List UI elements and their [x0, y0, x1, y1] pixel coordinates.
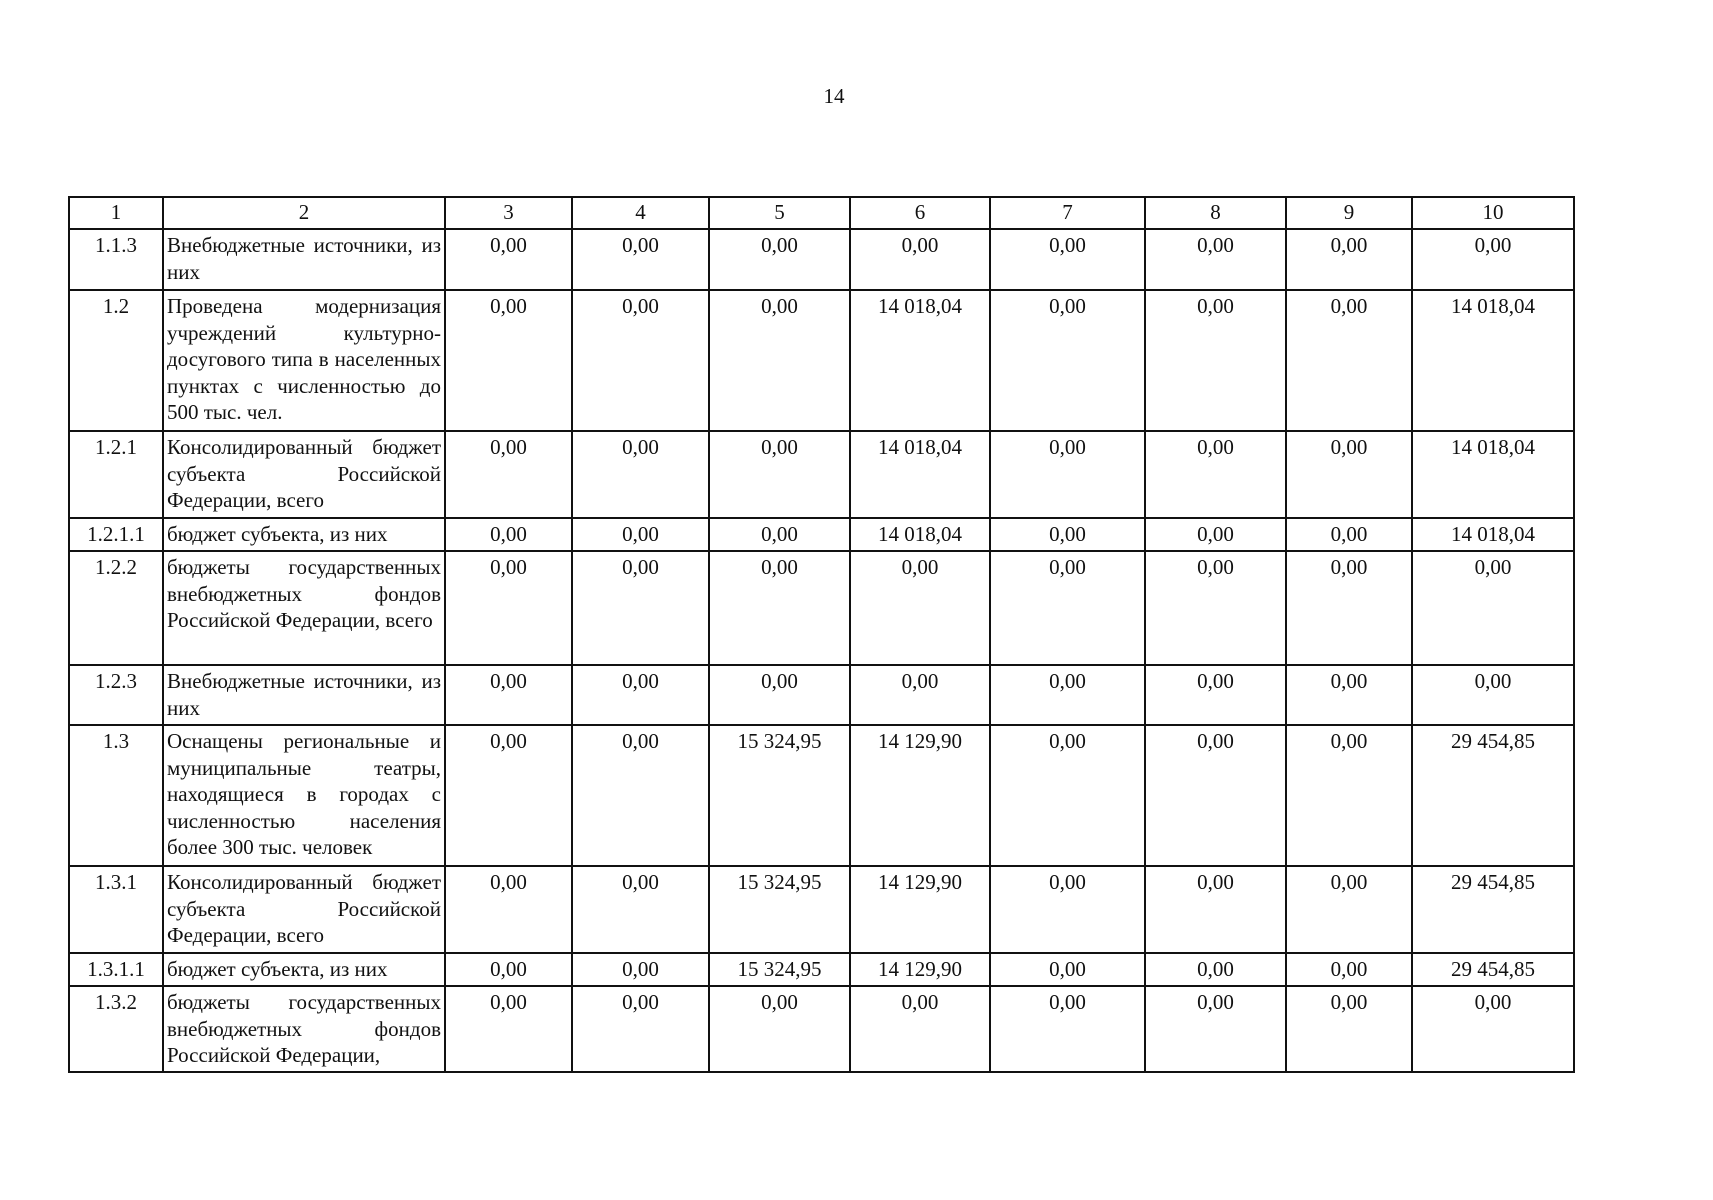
row-description: Консолидированный бюджет субъекта Российской Федерации, всего	[163, 431, 445, 518]
value-cell: 0,00	[1286, 431, 1412, 518]
column-header: 7	[990, 197, 1145, 229]
value-cell: 0,00	[445, 229, 572, 290]
value-cell: 0,00	[1145, 551, 1286, 665]
column-header: 4	[572, 197, 709, 229]
value-cell: 0,00	[1145, 665, 1286, 725]
value-cell: 0,00	[709, 518, 850, 551]
column-header: 5	[709, 197, 850, 229]
value-cell: 0,00	[709, 431, 850, 518]
row-code: 1.2.3	[69, 665, 163, 725]
row-description: бюджеты государственных внебюджетных фондов Российской Федерации,	[163, 986, 445, 1072]
column-header: 8	[1145, 197, 1286, 229]
value-cell: 0,00	[1145, 953, 1286, 986]
table-row	[69, 229, 1574, 290]
row-code: 1.3.1	[69, 866, 163, 953]
value-cell: 0,00	[1286, 518, 1412, 551]
value-cell: 0,00	[1286, 866, 1412, 953]
value-cell: 0,00	[1145, 725, 1286, 866]
budget-table	[68, 196, 1575, 1073]
value-cell: 15 324,95	[709, 725, 850, 866]
row-code: 1.2	[69, 290, 163, 431]
value-cell: 0,00	[1145, 229, 1286, 290]
value-cell: 0,00	[1145, 986, 1286, 1072]
value-cell: 0,00	[850, 229, 990, 290]
row-description: Оснащены региональные и муниципальные театры, находящиеся в городах с численностью населения более 300 тыс. человек	[163, 725, 445, 866]
value-cell: 0,00	[990, 866, 1145, 953]
value-cell: 0,00	[572, 229, 709, 290]
table-row	[69, 986, 1574, 1072]
value-cell: 0,00	[709, 665, 850, 725]
value-cell: 0,00	[1145, 866, 1286, 953]
row-description: бюджеты государственных внебюджетных фондов Российской Федерации, всего	[163, 551, 445, 665]
value-cell: 0,00	[445, 953, 572, 986]
value-cell: 0,00	[1286, 953, 1412, 986]
row-code: 1.3.1.1	[69, 953, 163, 986]
value-cell: 0,00	[990, 518, 1145, 551]
value-cell: 0,00	[990, 725, 1145, 866]
column-header: 6	[850, 197, 990, 229]
table-row	[69, 725, 1574, 866]
value-cell: 0,00	[1286, 725, 1412, 866]
value-cell: 14 018,04	[1412, 431, 1574, 518]
column-header: 10	[1412, 197, 1574, 229]
table-row	[69, 518, 1574, 551]
value-cell: 29 454,85	[1412, 725, 1574, 866]
table-header-row	[69, 197, 1574, 229]
table-row	[69, 953, 1574, 986]
value-cell: 0,00	[850, 665, 990, 725]
table-row	[69, 431, 1574, 518]
value-cell: 0,00	[709, 986, 850, 1072]
value-cell: 0,00	[572, 866, 709, 953]
value-cell: 29 454,85	[1412, 866, 1574, 953]
value-cell: 14 018,04	[1412, 518, 1574, 551]
value-cell: 0,00	[572, 665, 709, 725]
row-code: 1.2.2	[69, 551, 163, 665]
value-cell: 0,00	[445, 665, 572, 725]
table-row	[69, 866, 1574, 953]
row-description: бюджет субъекта, из них	[163, 518, 445, 551]
value-cell: 0,00	[445, 551, 572, 665]
value-cell: 14 129,90	[850, 953, 990, 986]
value-cell: 0,00	[990, 229, 1145, 290]
table-row	[69, 290, 1574, 431]
value-cell: 0,00	[709, 229, 850, 290]
column-header: 2	[163, 197, 445, 229]
value-cell: 0,00	[850, 986, 990, 1072]
value-cell: 0,00	[445, 431, 572, 518]
value-cell: 0,00	[1145, 431, 1286, 518]
row-code: 1.3.2	[69, 986, 163, 1072]
value-cell: 0,00	[572, 518, 709, 551]
value-cell: 0,00	[990, 986, 1145, 1072]
value-cell: 29 454,85	[1412, 953, 1574, 986]
value-cell: 0,00	[1412, 551, 1574, 665]
value-cell: 0,00	[1145, 290, 1286, 431]
page-number: 14	[823, 84, 845, 108]
value-cell: 0,00	[990, 665, 1145, 725]
value-cell: 0,00	[1286, 986, 1412, 1072]
row-description: бюджет субъекта, из них	[163, 953, 445, 986]
row-description: Внебюджетные источники, из них	[163, 229, 445, 290]
row-code: 1.2.1	[69, 431, 163, 518]
row-description: Проведена модернизация учреждений культурно-досугового типа в населенных пунктах с численностью до 500 тыс. чел.	[163, 290, 445, 431]
row-code: 1.1.3	[69, 229, 163, 290]
value-cell: 0,00	[709, 551, 850, 665]
value-cell: 0,00	[1286, 290, 1412, 431]
table-row	[69, 665, 1574, 725]
value-cell: 0,00	[1412, 229, 1574, 290]
value-cell: 0,00	[572, 431, 709, 518]
value-cell: 0,00	[850, 551, 990, 665]
value-cell: 0,00	[1412, 986, 1574, 1072]
value-cell: 14 018,04	[1412, 290, 1574, 431]
value-cell: 14 018,04	[850, 518, 990, 551]
value-cell: 15 324,95	[709, 866, 850, 953]
value-cell: 0,00	[572, 725, 709, 866]
value-cell: 0,00	[1286, 551, 1412, 665]
value-cell: 0,00	[572, 953, 709, 986]
value-cell: 0,00	[990, 953, 1145, 986]
value-cell: 0,00	[572, 986, 709, 1072]
row-code: 1.3	[69, 725, 163, 866]
column-header: 3	[445, 197, 572, 229]
value-cell: 0,00	[445, 518, 572, 551]
table-row	[69, 551, 1574, 665]
value-cell: 0,00	[445, 866, 572, 953]
value-cell: 0,00	[1286, 665, 1412, 725]
value-cell: 14 129,90	[850, 725, 990, 866]
value-cell: 0,00	[445, 986, 572, 1072]
value-cell: 0,00	[1412, 665, 1574, 725]
value-cell: 0,00	[445, 725, 572, 866]
value-cell: 0,00	[445, 290, 572, 431]
value-cell: 0,00	[572, 551, 709, 665]
value-cell: 15 324,95	[709, 953, 850, 986]
value-cell: 0,00	[1286, 229, 1412, 290]
row-code: 1.2.1.1	[69, 518, 163, 551]
value-cell: 0,00	[572, 290, 709, 431]
column-header: 1	[69, 197, 163, 229]
row-description: Внебюджетные источники, из них	[163, 665, 445, 725]
value-cell: 0,00	[709, 290, 850, 431]
value-cell: 0,00	[990, 431, 1145, 518]
value-cell: 14 018,04	[850, 431, 990, 518]
column-header: 9	[1286, 197, 1412, 229]
value-cell: 0,00	[1145, 518, 1286, 551]
value-cell: 14 129,90	[850, 866, 990, 953]
value-cell: 14 018,04	[850, 290, 990, 431]
value-cell: 0,00	[990, 290, 1145, 431]
value-cell: 0,00	[990, 551, 1145, 665]
row-description: Консолидированный бюджет субъекта Российской Федерации, всего	[163, 866, 445, 953]
